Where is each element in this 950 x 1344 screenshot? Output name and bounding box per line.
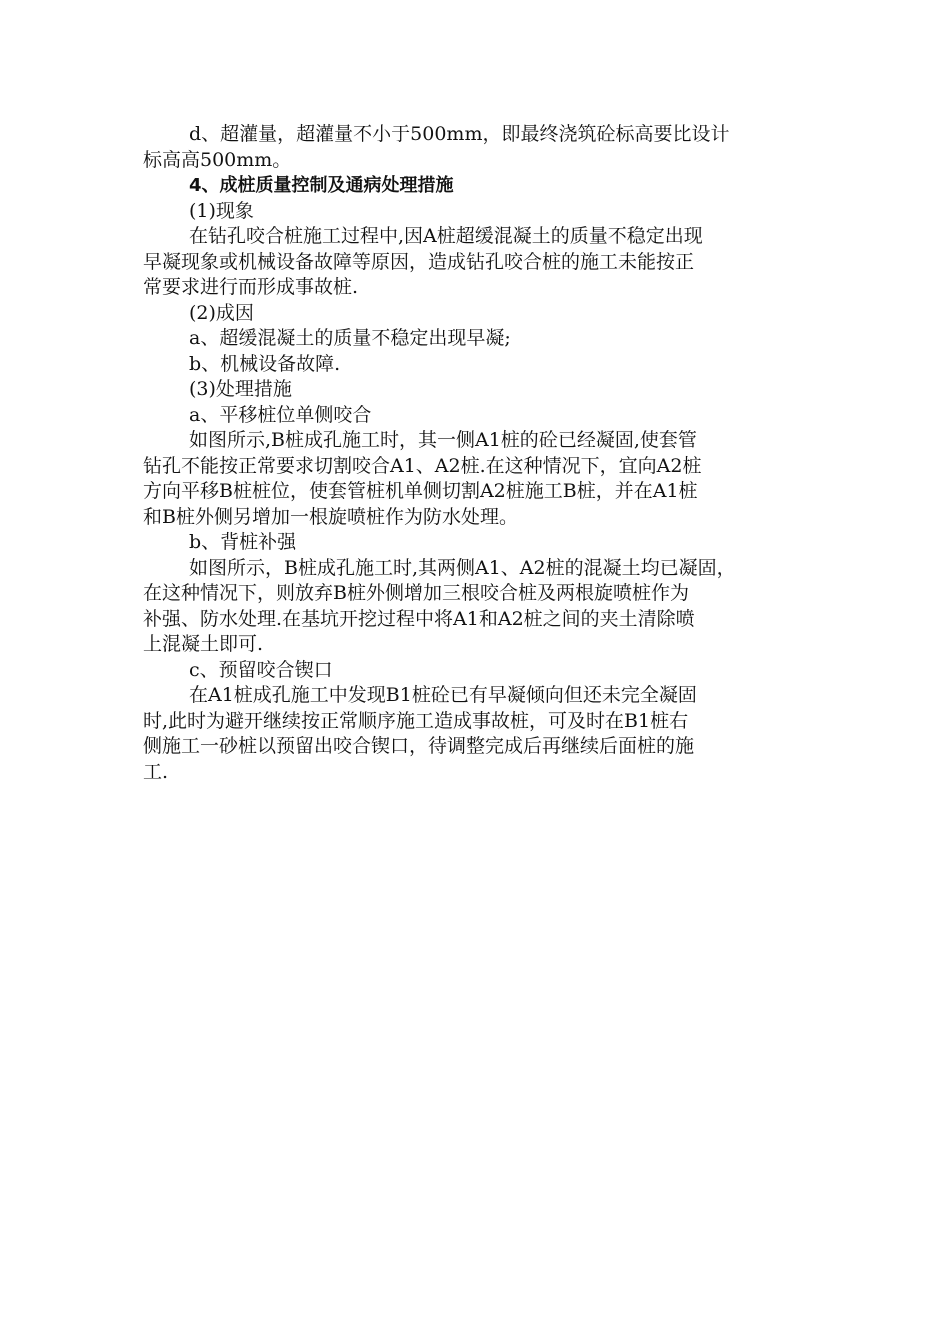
subsection-heading: (1)现象 — [189, 199, 254, 222]
list-item: b、背桩补强 — [189, 531, 297, 553]
list-item: a、平移桩位单侧咬合 — [189, 403, 372, 426]
paragraph-line: 在钻孔咬合桩施工过程中,因A桩超缓混凝土的质量不稳定出现 — [189, 225, 703, 247]
paragraph-line: 钻孔不能按正常要求切割咬合A1、A2桩.在这种情况下，宜向A2桩 — [143, 454, 702, 477]
paragraph-line: 在A1桩成孔施工中发现B1桩砼已有早凝倾向但还未完全凝固 — [189, 684, 697, 706]
paragraph-line: 在这种情况下，则放弃B桩外侧增加三根咬合桩及两根旋喷桩作为 — [143, 582, 689, 604]
paragraph-line: 时,此时为避开继续按正常顺序施工造成事故桩，可及时在B1桩右 — [143, 709, 689, 732]
list-item: c、预留咬合锲口 — [189, 658, 333, 681]
list-item: a、超缓混凝土的质量不稳定出现早凝; — [189, 327, 511, 349]
subsection-heading: (2)成因 — [189, 301, 254, 324]
paragraph-line: 方向平移B桩桩位，使套管桩机单侧切割A2桩施工B桩，并在A1桩 — [143, 480, 698, 502]
paragraph-line: 和B桩外侧另增加一根旋喷桩作为防水处理。 — [143, 505, 518, 528]
list-item: b、机械设备故障. — [189, 352, 341, 375]
paragraph-line: 早凝现象或机械设备故障等原因，造成钻孔咬合桩的施工未能按正 — [143, 250, 695, 273]
paragraph-line: 侧施工一砂桩以预留出咬合锲口，待调整完成后再继续后面桩的施 — [143, 735, 695, 757]
paragraph-line: d、超灌量，超灌量不小于500mm，即最终浇筑砼标高要比设计 — [189, 123, 730, 145]
paragraph-line: 如图所示,B桩成孔施工时，其一侧A1桩的砼已经凝固,使套管 — [189, 429, 697, 451]
paragraph-line: 如图所示，B桩成孔施工时,其两侧A1、A2桩的混凝土均已凝固， — [189, 556, 736, 579]
paragraph-line: 标高高500mm。 — [143, 148, 292, 171]
paragraph-line: 补强、防水处理.在基坑开挖过程中将A1和A2桩之间的夹土清除喷 — [143, 607, 695, 630]
section-heading: 4、成桩质量控制及通病处理措施 — [189, 175, 454, 196]
document-body — [143, 122, 818, 785]
subsection-heading: (3)处理措施 — [189, 378, 292, 400]
paragraph-line: 上混凝土即可. — [143, 633, 264, 655]
paragraph-line: 常要求进行而形成事故桩. — [143, 276, 359, 298]
paragraph-line: 工. — [143, 760, 169, 783]
